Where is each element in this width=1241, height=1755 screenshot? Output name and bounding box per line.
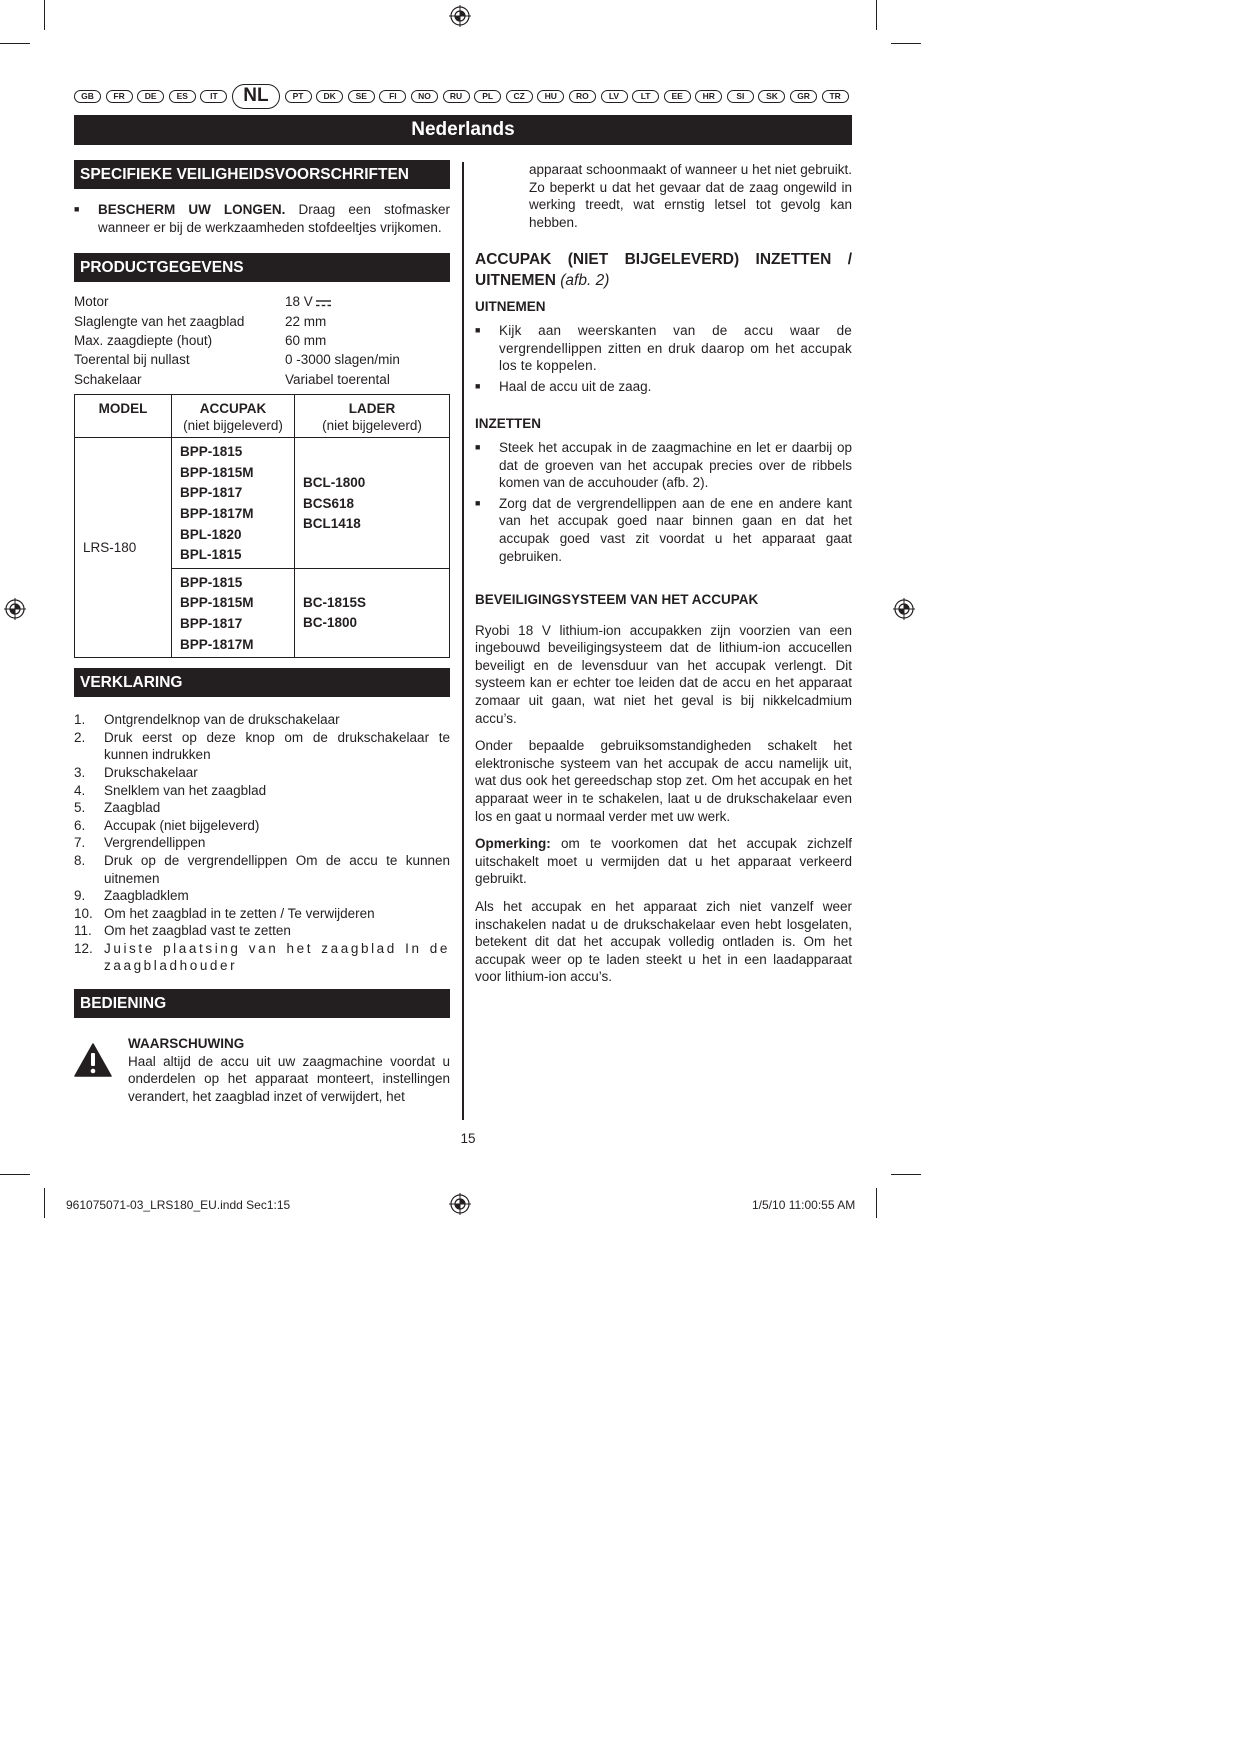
safety-bullet [74,201,450,236]
bullet-square-icon: ■ [475,324,481,335]
left-column [74,160,450,1105]
dc-current-icon [316,299,331,307]
language-tab: HU [537,90,564,103]
warning-text: Haal altijd de accu uit uw zaagmachine voordat u onderdelen op het apparaat monteert, instellingen verandert, het zaagblad inzet of verwijdert, het [128,1053,450,1104]
charger-cell: BCL-1800 BCS618 BCL1418 [295,438,450,569]
battery-cell: BPP-1815 BPP-1815M BPP-1817 BPP-1817M BPL-1820 BPL-1815 [172,438,295,569]
uitnemen-bullet: ■ Haal de accu uit de zaag. [475,378,652,394]
beveiliging-paragraph: Ryobi 18 V lithium-ion accupakken zijn voorzien van een ingebouwd beveiligingsysteem dat de lithium-ion accucellen beveiligt en de levensduur van het accupak verlengt. Dit systeem kan er echter toe leiden dat de accu en het apparaat zomaar uit gaan, wat niet het geval is bij nikkelcadmium accu’s. [475,622,852,726]
charger-cell: BC-1815S BC-1800 [295,568,450,657]
section-heading-bediening: BEDIENING [74,989,450,1018]
registration-mark-icon [449,1193,471,1215]
section-heading-verklaring: VERKLARING [74,668,450,697]
page-title: Nederlands [74,115,852,145]
crop-mark [0,43,30,44]
page-number: 15 [460,1131,476,1146]
list-item: 7. Vergrendellippen [74,835,206,851]
crop-mark [891,1174,921,1175]
language-tab: LT [632,90,659,103]
language-tab: RU [443,90,470,103]
model-cell: LRS-180 [75,438,172,658]
crop-mark [891,43,921,44]
language-tab: HR [695,90,722,103]
language-tab: IT [200,90,227,103]
note-paragraph: Opmerking: om te voorkomen dat het accupak zichzelf uitschakelt moet u vermijden dat u het apparaat verkeerd gebruikt. [475,836,852,887]
language-tab: EE [664,90,691,103]
footer-date: 1/5/10 11:00:55 AM [752,1198,856,1212]
language-bar [74,83,849,109]
crop-mark [876,0,877,30]
language-tab: PT [285,90,312,103]
list-item: 8. Druk op de vergrendellippen Om de accu te kunnen uitnemen [74,852,450,886]
language-tab: SE [348,90,375,103]
table-header-lader: LADER (niet bijgeleverd) [295,395,450,438]
accupak-heading: ACCUPAK (NIET BIJGELEVERD) INZETTEN / UITNEMEN (afb. 2) [475,251,852,289]
language-tab: DE [137,90,164,103]
bullet-square-icon: ■ [74,204,80,214]
list-item: 2. Druk eerst op deze knop om de drukschakelaar te kunnen indrukken [74,729,450,763]
beveiliging-paragraph: Als het accupak en het apparaat zich niet vanzelf weer inschakelen nadat u de drukschakelaar even hebt losgelaten, betekent dit dat het accupak volledig ontladen is. Om het accupak weer op te laden steekt u het in een laadapparaat voor lithium-ion accu’s. [475,899,852,985]
spec-row-stroke: Slaglengte van het zaagblad 22 mm [74,313,327,329]
beveiliging-paragraph: Onder bepaalde gebruiksomstandigheden schakelt het elektronische systeem van het accupak de accu namelijk uit, wat dus ook het gereedschap stop zet. Om het accupak en het apparaat weer in te schakelen, laat u de drukschakelaar even los en gaat u normaal verder met uw werk. [475,738,852,824]
section-heading-product: PRODUCTGEGEVENS [74,253,450,282]
crop-mark [44,0,45,30]
registration-mark-icon [4,598,26,620]
inzetten-heading: INZETTEN [475,416,541,432]
language-tab: DK [316,90,343,103]
beveiliging-heading: BEVEILIGINGSYSTEEM VAN HET ACCUPAK [475,592,759,608]
warning-triangle-icon [74,1035,128,1105]
table-header-model: MODEL [75,395,172,438]
list-item: 5. Zaagblad [74,800,161,816]
registration-mark-icon [449,5,471,27]
language-tab: PL [474,90,501,103]
list-item: 10. Om het zaagblad in te zetten / Te verwijderen [74,905,375,921]
warning-title: WAARSCHUWING [128,1036,245,1052]
list-item: 12. Juiste plaatsing van het zaagblad In de zaagbladhouder [74,940,450,974]
list-item: 9. Zaagbladklem [74,888,189,904]
battery-cell: BPP-1815 BPP-1815M BPP-1817 BPP-1817M [172,568,295,657]
table-row [75,438,450,569]
uitnemen-heading: UITNEMEN [475,299,546,315]
inzetten-bullet: ■ Zorg dat de vergrendellippen aan de ene en andere kant van het accupak goed naar binnen gaan en dat het accupak goed vast zit voordat u het apparaat gaat gebruiken. [475,495,852,564]
table-header-accupak: ACCUPAK (niet bijgeleverd) [172,395,295,438]
crop-mark [876,1188,877,1218]
spec-row-motor: Motor 18 V [74,292,450,311]
list-item: 4. Snelklem van het zaagblad [74,782,267,798]
list-item: 6. Accupak (niet bijgeleverd) [74,817,260,833]
language-tab: FI [379,90,406,103]
language-tab: ES [169,90,196,103]
language-tab: CZ [506,90,533,103]
bullet-square-icon: ■ [475,441,481,452]
spec-row-switch: Schakelaar Variabel toerental [74,371,390,387]
legend-list [74,711,450,975]
safety-bullet-text: Draag een stofmasker wanneer er bij de werkzaamheden stofdeeltjes vrijkomen. [98,202,451,235]
warning-block [74,1035,450,1105]
language-tab-active: NL [232,84,280,109]
list-item: 11. Om het zaagblad vast te zetten [74,923,291,939]
warning-continuation: apparaat schoonmaakt of wanneer u het niet gebruikt. Zo beperkt u dat het gevaar dat de zaag ongewild in werking treedt, wat ernstig letsel tot gevolg kan hebben. [529,162,852,230]
language-tab: SK [758,90,785,103]
list-item: 3. Drukschakelaar [74,764,198,780]
crop-mark [0,1174,30,1175]
list-item: 1. Ontgrendelknop van de drukschakelaar [74,712,340,728]
bullet-square-icon: ■ [475,380,481,391]
bullet-square-icon: ■ [475,497,481,508]
spec-row-speed: Toerental bij nullast 0 -3000 slagen/min [74,352,400,368]
column-divider [462,162,464,1120]
safety-bullet-bold: BESCHERM UW LONGEN. [98,202,286,217]
crop-mark [44,1188,45,1218]
language-tab: GB [74,90,101,103]
language-tab: SI [727,90,754,103]
language-tab: TR [822,90,849,103]
inzetten-bullet: ■ Steek het accupak in de zaagmachine en let er daarbij op dat de groeven van het accupak precies over de ribbels komen van de accuhouder (afb. 2). [475,439,852,491]
footer-file-info: 961075071-03_LRS180_EU.indd Sec1:15 [66,1198,291,1212]
model-table [74,394,450,658]
language-tab: RO [569,90,596,103]
spec-list [74,292,450,389]
right-column [475,160,852,986]
uitnemen-bullet: ■ Kijk aan weerskanten van de accu waar de vergrendellippen zitten en druk daarop om het accupak los te koppelen. [475,322,852,374]
section-heading-safety: SPECIFIEKE VEILIGHEIDSVOORSCHRIFTEN [74,160,450,189]
language-tab: LV [601,90,628,103]
language-tab: FR [106,90,133,103]
registration-mark-icon [893,598,915,620]
spec-row-depth: Max. zaagdiepte (hout) 60 mm [74,333,327,348]
language-tab: NO [411,90,438,103]
language-tab: GR [790,90,817,103]
